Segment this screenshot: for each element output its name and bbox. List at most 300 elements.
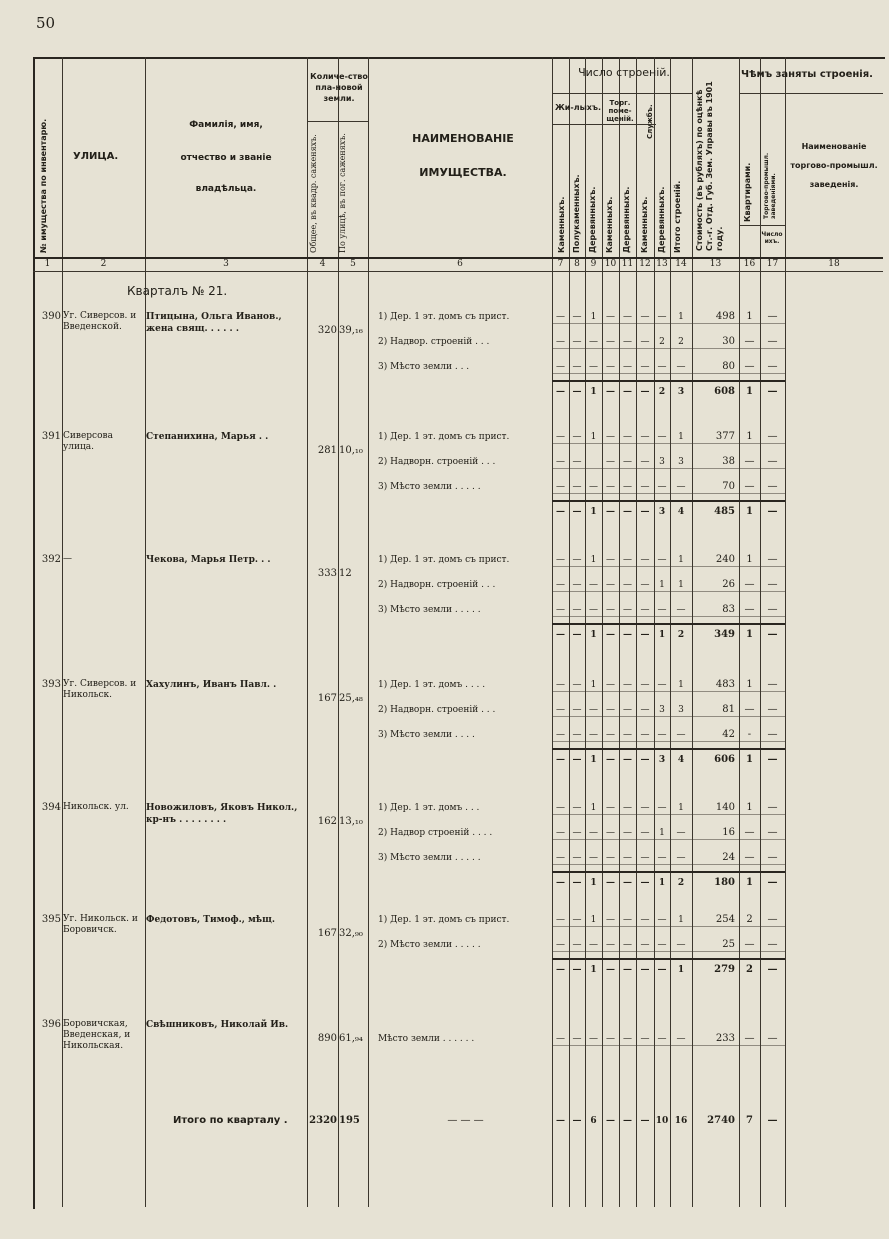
count-cell: 1 [678,803,684,813]
count-cell: 3 [659,457,665,467]
owner-name: Новожиловъ, Яковъ Никол., кр-нъ . . . . . . . . [146,803,298,825]
header-apartments: Квартирами. [743,162,752,222]
grand-total-name: — — — [447,1115,484,1126]
value-cell: 16 [722,827,735,838]
total-value-cell: 606 [714,754,735,765]
total-apartments-cell: 1 [746,386,753,397]
count-cell: — [657,482,667,492]
total-count-cell: 2 [677,878,685,888]
item-rule [552,864,785,865]
count-cell: — [606,605,615,615]
value-cell: 80 [722,361,735,372]
page-number: 50 [36,14,56,32]
inventory-number: 392 [41,554,61,565]
count-cell: — [657,1034,667,1044]
apartments-cell: — [744,579,755,590]
apartments-cell: — [744,939,755,950]
value-cell: 30 [722,336,735,347]
header-buildings: Число строеній. [578,66,670,79]
trade-cell: — [767,827,778,838]
total-count-cell: — [623,965,632,975]
count-cell: — [657,915,667,925]
header-value [693,79,733,255]
total-count-cell: — [556,387,565,397]
total-apartments-cell: 1 [746,754,753,765]
grand-total-apartments: 7 [746,1115,753,1126]
column-number: 1 [44,259,51,269]
item-rule [552,951,785,952]
count-cell: — [623,940,632,950]
total-trade-cell: — [767,506,778,517]
value-cell: 483 [715,679,735,690]
area-subheader-rule [307,121,368,122]
total-rule [552,380,785,382]
value-cell: 254 [715,914,735,925]
inventory-number: 391 [41,431,61,442]
count-cell: — [640,432,650,442]
column-number: 13 [656,259,668,269]
count-cell: 1 [678,555,684,565]
item-name: 2) Надворн. строеній . . . [378,580,496,590]
apartments-cell: — [744,604,755,615]
owner-name: Хахулинъ, Иванъ Павл. . [146,680,277,690]
inventory-number: 394 [41,802,61,813]
header-col9: Деревянныхъ. [588,186,597,253]
item-name: 1) Дер. 1 эт. домъ . . . . [378,680,486,690]
count-cell: — [657,555,667,565]
header-service: Службъ. [646,104,654,139]
count-cell: — [572,915,582,925]
column-number: 11 [621,259,634,269]
count-cell: — [657,432,667,442]
grand-total-area: 2320 [309,1115,337,1126]
column-number: 6 [457,259,463,269]
count-cell: — [623,680,632,690]
total-count-cell: 2 [658,387,666,397]
count-cell: — [589,853,598,863]
count-cell: — [606,362,615,372]
grand-total-count-cell: — [572,1116,582,1126]
item-name: 1) Дер. 1 эт. домъ съ прист. [378,432,510,442]
inventory-number: 393 [41,679,61,690]
value-cell: 24 [722,852,735,863]
header-occupied: Чѣмъ заняты строенія. [741,69,873,80]
item-name: 2) Надвор строеній . . . . [378,828,493,838]
count-cell: — [676,940,686,950]
count-cell: — [606,482,615,492]
item-name: 1) Дер. 1 эт. домъ . . . [378,803,480,813]
apartments-cell: — [744,481,755,492]
trade-cell: — [767,579,778,590]
count-cell: — [572,312,582,322]
apartments-cell: 1 [746,679,753,690]
total-count-cell: 1 [590,755,597,765]
count-cell: — [623,915,632,925]
count-cell: — [623,828,632,838]
count-cell: — [657,362,667,372]
count-cell: — [676,828,686,838]
count-cell: — [556,605,565,615]
header-street: УЛИЦА. [73,151,119,162]
total-count-cell: — [556,878,565,888]
count-cell: — [657,730,667,740]
column-number: 7 [557,259,564,269]
header-area: Количе-ство пла-новой земли. [310,72,368,103]
count-cell: — [606,730,615,740]
count-cell: — [640,1034,650,1044]
count-cell: 1 [659,580,665,590]
trade-cell: — [767,679,778,690]
count-cell: 3 [678,457,684,467]
count-cell: 1 [590,555,597,565]
quarter-title: Кварталъ № 21. [127,284,228,298]
count-cell: — [556,337,565,347]
inventory-table [33,57,889,1207]
trade-cell: — [767,1033,778,1044]
total-trade-cell: — [767,877,778,888]
header-area-total: Общее, въ квадр. саженяхъ. [309,134,318,253]
item-name: 3) Мѣсто земли . . . . . [378,853,481,863]
item-name: 2) Надвор. строеній . . . [378,337,490,347]
column-number: 9 [590,259,597,269]
item-rule [552,926,785,927]
item-rule [552,348,785,349]
total-count-cell: 2 [677,630,685,640]
area-total: 167 [317,928,337,939]
header-name-line1: НАИМЕНОВАНІЕ [412,132,514,145]
area-street: 10,₁₀ [339,445,363,456]
total-count-cell: — [623,878,632,888]
trade-cell: — [767,729,778,740]
apartments-cell: — [744,1033,755,1044]
count-cell: — [606,555,615,565]
total-value-cell: 349 [714,629,735,640]
trade-cell: — [767,456,778,467]
count-cell: — [676,605,686,615]
count-cell: — [623,730,632,740]
total-count-cell: — [556,965,565,975]
item-name: 3) Мѣсто земли . . . . . [378,605,481,615]
total-rule [552,958,785,960]
trade-cell: — [767,361,778,372]
count-cell: — [606,705,615,715]
count-cell: — [606,312,615,322]
count-cell: 1 [678,432,684,442]
apartments-cell: — [744,336,755,347]
total-count-cell: — [572,630,582,640]
area-total: 162 [317,816,337,827]
item-rule [552,691,785,692]
count-cell: — [623,362,632,372]
trade-cell: — [767,939,778,950]
total-count-cell: — [606,630,615,640]
count-cell: — [589,1034,598,1044]
count-cell: — [606,680,615,690]
count-cell: — [572,457,582,467]
total-count-cell: — [556,630,565,640]
item-rule [552,839,785,840]
count-cell: — [556,680,565,690]
count-cell: — [657,940,667,950]
item-name: 1) Дер. 1 эт. домъ съ прист. [378,915,510,925]
count-cell: — [640,680,650,690]
grand-total-count-cell: — [556,1116,565,1126]
count-cell: — [623,555,632,565]
street-name: — [63,554,72,564]
count-cell: — [623,457,632,467]
header-total-buildings: Итого строеній. [673,180,682,253]
count-cell: — [640,730,650,740]
total-count-cell: — [606,755,615,765]
total-count-cell: — [572,507,582,517]
total-count-cell: 4 [677,507,685,517]
count-cell: — [556,362,565,372]
total-count-cell: — [640,878,650,888]
street-name: Сиверсова улица. [63,431,113,452]
trade-cell: — [767,311,778,322]
item-rule [552,373,785,374]
header-trade-est [761,123,783,233]
count-cell: — [623,580,632,590]
header-count: Число ихъ. [761,231,783,245]
total-count-cell: — [640,630,650,640]
count-cell: — [589,482,598,492]
column-divider [145,57,146,1207]
count-cell: — [556,828,565,838]
count-cell: — [572,828,582,838]
total-rule [552,623,785,625]
total-apartments-cell: 1 [746,877,753,888]
total-count-cell: — [572,965,582,975]
occupied-subheader-rule [739,93,883,94]
apartments-cell: — [744,361,755,372]
item-name: 3) Мѣсто земли . . . [378,362,470,372]
item-name: 2) Надворн. строеній . . . [378,705,496,715]
value-cell: 38 [722,456,735,467]
header-col13: Деревянныхъ. [657,186,666,253]
count-cell: — [606,828,615,838]
item-rule [552,468,785,469]
count-cell: 2 [659,337,665,347]
count-cell: — [572,580,582,590]
header-col12: Каменныхъ. [640,196,649,253]
item-name: 2) Мѣсто земли . . . . . [378,940,481,950]
count-cell: 1 [678,680,684,690]
total-count-cell: — [556,755,565,765]
value-cell: 377 [715,431,735,442]
header-value-text: Стоимость (въ рубляхъ) по оцѣнкѣ Ст.-г. Отд. Губ. Зем. Управы въ 1901 году. [695,81,724,251]
count-cell: — [572,482,582,492]
count-cell: — [640,705,650,715]
count-cell: — [556,312,565,322]
apartments-cell: 1 [746,802,753,813]
grand-total-count-cell: — [640,1116,650,1126]
total-count-cell: 1 [590,387,597,397]
header-inventory-number: № имущества по инвентарю. [39,118,48,253]
count-cell: — [589,362,598,372]
value-cell: 240 [715,554,735,565]
total-count-cell: — [606,878,615,888]
total-count-cell: — [657,965,667,975]
apartments-cell: — [744,852,755,863]
column-number: 13 [709,259,722,269]
value-cell: 140 [715,802,735,813]
owner-name: Федотовъ, Тимоф., мѣщ. [146,915,275,925]
item-name: 1) Дер. 1 эт. домъ съ прист. [378,555,510,565]
total-rule [552,500,785,502]
count-cell: — [572,337,582,347]
header-name-line2: ИМУЩЕСТВА. [419,166,507,179]
count-cell: — [676,482,686,492]
apartments-cell: — [744,704,755,715]
header-area-street: По улицѣ, въ пог. саженяхъ. [338,133,347,253]
count-cell: — [572,940,582,950]
total-count-cell: 1 [658,630,666,640]
count-cell: — [657,605,667,615]
trade-cell: — [767,914,778,925]
inventory-number: 396 [41,1019,61,1030]
value-cell: 83 [722,604,735,615]
street-name: Уг. Никольск. и Боровичск. [63,914,138,935]
inventory-number: 395 [41,914,61,925]
count-cell: 1 [590,680,597,690]
owner-name: Свѣшниковъ, Николай Ив. [146,1020,289,1030]
count-cell: — [589,940,598,950]
count-cell: — [589,705,598,715]
total-apartments-cell: 2 [746,964,753,975]
count-cell: — [676,1034,686,1044]
total-count-cell: — [606,507,615,517]
count-cell: — [572,432,582,442]
item-name: 1) Дер. 1 эт. домъ съ прист. [378,312,510,322]
count-cell: — [556,730,565,740]
count-cell: 1 [678,580,684,590]
total-count-cell: — [623,630,632,640]
item-rule [552,566,785,567]
grand-total-count-cell: — [623,1116,632,1126]
item-rule [552,443,785,444]
count-cell: — [606,457,615,467]
total-count-cell: — [606,387,615,397]
total-count-cell: 3 [658,755,666,765]
apartments-cell: 2 [746,914,753,925]
header-col8: Полукаменныхъ. [572,174,581,253]
column-number: 4 [319,259,326,269]
total-count-cell: 3 [658,507,666,517]
total-count-cell: 1 [590,630,597,640]
street-name: Уг. Сиверсов. и Введенской. [63,311,137,332]
value-cell: 233 [715,1033,735,1044]
column-number: 10 [604,259,617,269]
count-cell: 1 [659,828,665,838]
count-cell: — [572,853,582,863]
header-trade-name: Наименованіе торгово-промышл. заведенія. [790,142,878,189]
total-count-cell: 1 [590,507,597,517]
count-cell: 1 [590,312,597,322]
count-cell: — [606,940,615,950]
count-cell: — [657,680,667,690]
count-cell: — [556,482,565,492]
count-cell: — [640,362,650,372]
total-count-cell: — [640,965,650,975]
item-name: 2) Надворн. строеній . . . [378,457,496,467]
area-total: 890 [317,1033,337,1044]
grand-total-count-cell: 16 [674,1116,688,1126]
value-cell: 81 [722,704,735,715]
count-cell: — [676,362,686,372]
column-number: 5 [350,259,356,269]
count-cell: — [640,555,650,565]
count-cell: — [556,1034,565,1044]
area-total: 320 [317,325,337,336]
header-trade: Торг. поме-щеній. [606,99,634,123]
count-cell: — [640,457,650,467]
grand-total-count-cell: — [606,1116,615,1126]
total-rule [552,748,785,750]
grand-total-count-cell: 6 [590,1116,597,1126]
value-cell: 70 [722,481,735,492]
count-cell: — [623,432,632,442]
column-number: 16 [743,259,756,269]
header-col11: Деревянныхъ. [622,186,631,253]
grand-total-label: Итого по кварталу . [173,1115,288,1126]
count-cell: — [556,915,565,925]
count-cell: — [572,730,582,740]
total-value-cell: 485 [714,506,735,517]
trade-cell: — [767,336,778,347]
grand-total-trade: — [767,1115,778,1126]
street-name: Боровичская, Введенская, и Никольская. [63,1019,131,1051]
count-cell: — [556,580,565,590]
count-cell: 1 [678,312,684,322]
apartments-cell: 1 [746,431,753,442]
count-cell: — [623,605,632,615]
area-total: 167 [317,693,337,704]
count-cell: — [640,803,650,813]
count-cell: 1 [590,915,597,925]
count-cell: — [572,555,582,565]
area-street: 39,₁₆ [339,325,363,336]
item-name: 3) Мѣсто земли . . . . . [378,482,481,492]
count-cell: — [589,337,598,347]
trade-cell: — [767,431,778,442]
value-cell: 42 [722,729,735,740]
total-rule [552,871,785,873]
total-count-cell: 4 [677,755,685,765]
apartments-cell: — [744,827,755,838]
street-name: Уг. Сиверсов. и Никольск. [63,679,137,700]
item-rule [552,591,785,592]
item-rule [552,814,785,815]
count-cell: — [640,580,650,590]
item-name: 3) Мѣсто земли . . . . [378,730,475,740]
area-street: 25,₄₈ [339,693,363,704]
count-cell: — [572,803,582,813]
total-apartments-cell: 1 [746,629,753,640]
count-cell: 2 [678,337,684,347]
total-count-cell: — [572,755,582,765]
street-name: Никольск. ул. [63,802,129,812]
header-living: Жи-лыхъ. [554,103,602,112]
trade-cell: — [767,704,778,715]
column-number: 3 [223,259,229,269]
total-count-cell: — [556,507,565,517]
grand-total-value: 2740 [707,1115,735,1126]
count-cell: — [623,853,632,863]
count-cell: 1 [678,915,684,925]
count-cell: — [589,605,598,615]
count-cell: — [572,705,582,715]
